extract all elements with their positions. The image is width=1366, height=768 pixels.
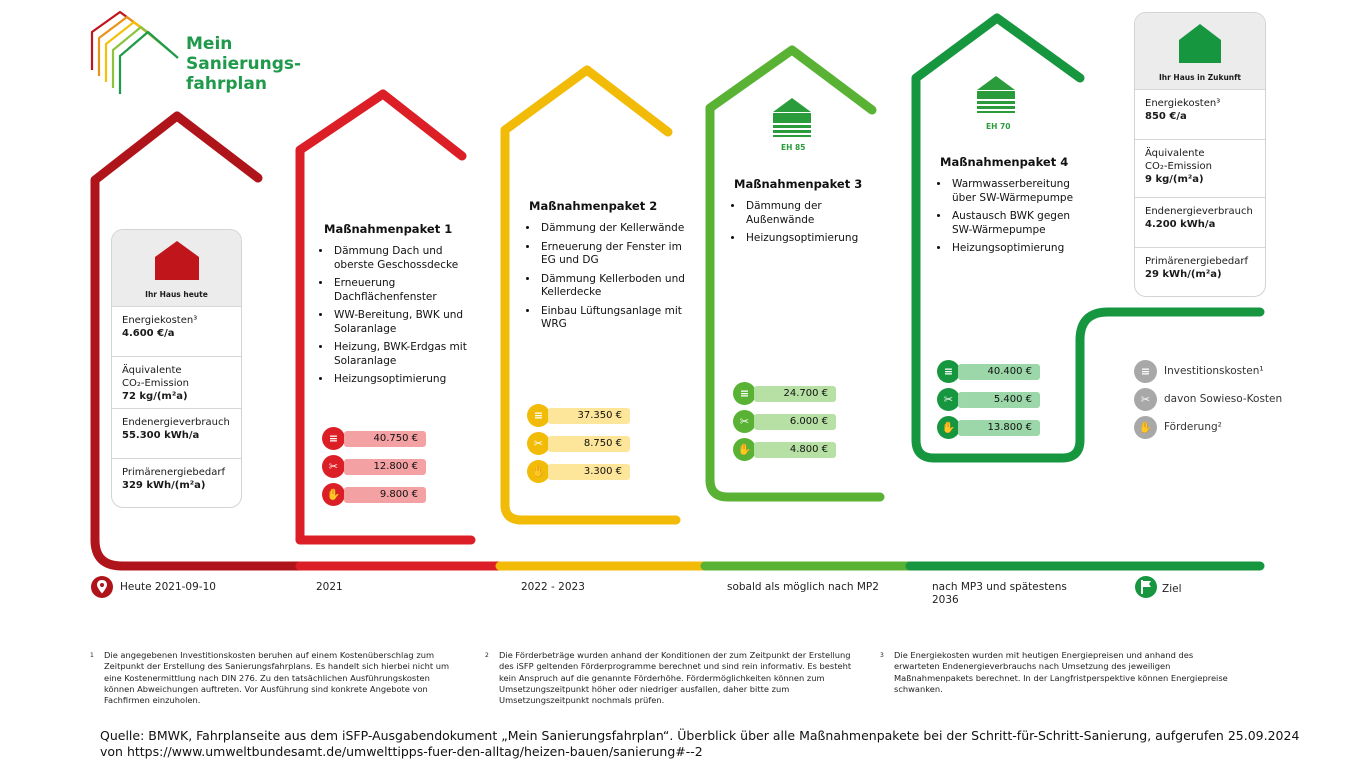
- source-citation: Quelle: BMWK, Fahrplanseite aus dem iSFP-Ausgabendokument „Mein Sanierungsfahrplan“. Überblick über alle Maßnahmenpakete bei der Schritt-für-Schritt-Sanierung, aufgerufen 25.09.2024 von https://www.umweltbundesamt.de/umwelttipps-fuer-den-alltag/heizen-bauen/sanierung#--2: [100, 728, 1300, 759]
- legend-funding-icon: ✋: [1134, 416, 1157, 439]
- location-pin-icon: [90, 575, 114, 599]
- logo-icon: [92, 12, 178, 94]
- future-card-header: [1135, 13, 1265, 89]
- list-item: • Heizungsoptimierung: [332, 373, 480, 387]
- row-label: Äquivalente CO₂-Emission: [122, 365, 189, 389]
- package-4-investment-cost: 40.400 €: [958, 364, 1040, 380]
- funding-icon: ✋: [322, 483, 345, 506]
- legend-sowieso-icon: ✂: [1134, 388, 1157, 411]
- footnote-3: [880, 650, 1234, 695]
- timeline-label-2022: 2022 - 2023: [521, 581, 585, 593]
- eh70-label: EH 70: [986, 122, 1011, 131]
- footnote-text: Die Förderbeträge wurden anhand der Konditionen der zum Zeitpunkt der Erstellung des iSFP geltenden Förderprogramme berechnet und sind rein informativ. Es besteht kein Anspruch auf die genannte Förderhöhe. Fördermöglichkeiten können zum Umsetzungszeitpunkt höher oder niedriger ausfallen, daher bitte zum Umsetzungszeitpunkt nochmals prüfen.: [499, 650, 852, 706]
- funding-icon: ✋: [937, 416, 960, 439]
- timeline-label-2021: 2021: [316, 581, 343, 593]
- row-label: Energiekosten³: [122, 315, 198, 326]
- package-3-investment-cost: 24.700 €: [754, 386, 836, 402]
- package-4-list: [936, 178, 1090, 261]
- future-card: [1134, 12, 1266, 297]
- future-row-energy-cost: [1135, 89, 1265, 139]
- row-value: 55.300 kWh/a: [122, 430, 200, 441]
- package-1-investment-cost: 40.750 €: [344, 431, 426, 447]
- investment-cost-icon: ≡: [733, 382, 756, 405]
- list-item: • Heizungsoptimierung: [744, 232, 884, 246]
- package-1-title: Maßnahmenpaket 1: [324, 222, 453, 236]
- package-3-sowieso-cost: 6.000 €: [754, 414, 836, 430]
- row-value: 850 €/a: [1145, 111, 1187, 122]
- sowieso-cost-icon: ✂: [733, 410, 756, 433]
- row-label: Äquivalente CO₂-Emission: [1145, 148, 1212, 172]
- footnote-2: [485, 650, 854, 706]
- sowieso-cost-icon: ✂: [527, 432, 550, 455]
- list-item: • Dämmung Kellerboden und Kellerdecke: [539, 273, 687, 300]
- footnote-number: 2: [485, 652, 489, 659]
- list-item: • Dämmung der Kellerwände: [539, 222, 687, 236]
- package-3-funding: 4.800 €: [754, 442, 836, 458]
- row-label: Primärenergiebedarf: [122, 467, 225, 478]
- logo-line-1: Mein: [186, 34, 233, 54]
- list-item: • Warmwasserbereitung über SW-Wärmepumpe: [950, 178, 1090, 205]
- funding-icon: ✋: [733, 438, 756, 461]
- future-row-final-energy: [1135, 197, 1265, 247]
- timeline-label-mp4: nach MP3 und spätestens 2036: [932, 581, 1067, 606]
- package-1-sowieso-cost: 12.800 €: [344, 459, 426, 475]
- row-value: 329 kWh/(m²a): [122, 480, 206, 491]
- future-card-title: Ihr Haus in Zukunft: [1158, 73, 1241, 82]
- package-4-title: Maßnahmenpaket 4: [940, 155, 1069, 169]
- package-2-funding: 3.300 €: [548, 464, 630, 480]
- funding-icon: ✋: [527, 460, 550, 483]
- today-card: [111, 229, 242, 508]
- today-card-title: Ihr Haus heute: [145, 290, 208, 299]
- timeline-label-goal: Ziel: [1162, 583, 1182, 595]
- footnote-number: 3: [880, 652, 884, 659]
- today-card-header: [112, 230, 241, 306]
- timeline-label-mp3: sobald als möglich nach MP2: [727, 581, 879, 593]
- legend-investment-icon: ≡: [1134, 360, 1157, 383]
- package-4-sowieso-cost: 5.400 €: [958, 392, 1040, 408]
- package-3-list: [730, 200, 884, 251]
- flag-icon: [1134, 575, 1158, 599]
- logo-title: [186, 34, 301, 94]
- row-value: 9 kg/(m²a): [1145, 174, 1204, 185]
- future-row-primary-energy: [1135, 247, 1265, 297]
- footnote-1: [90, 650, 459, 706]
- footnote-number: 1: [90, 652, 94, 659]
- legend-funding-label: Förderung²: [1164, 421, 1222, 433]
- list-item: • Dämmung Dach und oberste Geschossdecke: [332, 245, 480, 272]
- timeline-segment-today: [95, 540, 300, 566]
- row-label: Endenergieverbrauch: [1145, 206, 1253, 217]
- row-value: 4.200 kWh/a: [1145, 219, 1216, 230]
- list-item: • WW-Bereitung, BWK und Solaranlage: [332, 309, 480, 336]
- package-1-funding: 9.800 €: [344, 487, 426, 503]
- list-item: • Erneuerung Dachflächenfenster: [332, 277, 480, 304]
- footnote-text: Die angegebenen Investitionskosten beruhen auf einem Kostenüberschlag zum Zeitpunkt der Erstellung des Sanierungsfahrplans. Es handelt sich hierbei nicht um eine Kostenermittlung nach DIN 276. Zu den tatsächlichen Ausführungskosten können Abweichungen auftreten. Vor Ausführung sind konkrete Angebote von Fachfirmen einzuholen.: [104, 650, 450, 706]
- investment-cost-icon: ≡: [937, 360, 960, 383]
- house-icon: [1178, 23, 1222, 63]
- row-label: Energiekosten³: [1145, 98, 1221, 109]
- list-item: • Erneuerung der Fenster im EG und DG: [539, 241, 687, 268]
- sowieso-cost-icon: ✂: [937, 388, 960, 411]
- logo-line-2: Sanierungs-: [186, 54, 302, 74]
- list-item: • Heizung, BWK-Erdgas mit Solaranlage: [332, 341, 480, 368]
- list-item: • Dämmung der Außenwände: [744, 200, 884, 227]
- package-3-title: Maßnahmenpaket 3: [734, 177, 863, 191]
- list-item: • Austausch BWK gegen SW-Wärmepumpe: [950, 210, 1090, 237]
- eh70-house-icon: [977, 76, 1015, 113]
- today-row-co2: [112, 356, 241, 408]
- package-2-sowieso-cost: 8.750 €: [548, 436, 630, 452]
- list-item: • Heizungsoptimierung: [950, 242, 1090, 256]
- legend-investment-label: Investitionskosten¹: [1164, 365, 1264, 377]
- row-value: 4.600 €/a: [122, 328, 175, 339]
- house-icon: [154, 240, 200, 280]
- legend-sowieso-label: davon Sowieso-Kosten: [1164, 393, 1283, 405]
- row-label: Primärenergiebedarf: [1145, 256, 1248, 267]
- timeline-label-today: Heute 2021-09-10: [120, 581, 216, 593]
- row-value: 29 kWh/(m²a): [1145, 269, 1222, 280]
- package-4-funding: 13.800 €: [958, 420, 1040, 436]
- sowieso-cost-icon: ✂: [322, 455, 345, 478]
- logo-line-3: fahrplan: [186, 74, 267, 94]
- row-value: 72 kg/(m²a): [122, 391, 188, 402]
- row-label: Endenergieverbrauch: [122, 417, 230, 428]
- eh85-label: EH 85: [781, 143, 806, 152]
- today-row-final-energy: [112, 408, 241, 458]
- package-2-list: [525, 222, 687, 337]
- investment-cost-icon: ≡: [322, 427, 345, 450]
- today-row-energy-cost: [112, 306, 241, 356]
- package-2-investment-cost: 37.350 €: [548, 408, 630, 424]
- package-2-title: Maßnahmenpaket 2: [529, 199, 658, 213]
- today-row-primary-energy: [112, 458, 241, 508]
- package-1-list: [318, 245, 480, 392]
- eh85-house-icon: [773, 98, 811, 137]
- list-item: • Einbau Lüftungsanlage mit WRG: [539, 305, 687, 332]
- investment-cost-icon: ≡: [527, 404, 550, 427]
- footnote-text: Die Energiekosten wurden mit heutigen Energiepreisen und anhand des erwarteten Endenergieverbrauchs nach Umsetzung des jeweiligen Maßnahmenpakets berechnet. In der Langfristperspektive können Energiepreise schwanken.: [894, 650, 1228, 694]
- future-row-co2: [1135, 139, 1265, 197]
